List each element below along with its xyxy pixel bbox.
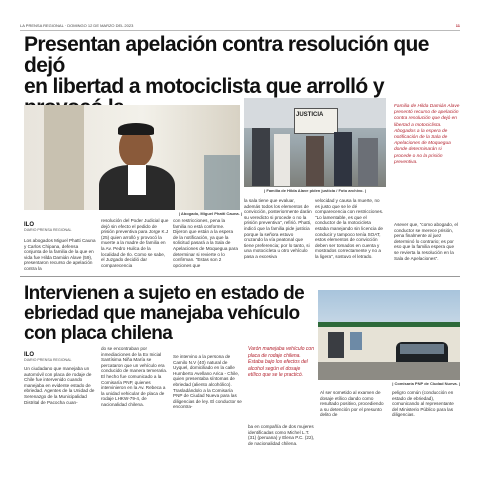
article2-col6 — [392, 390, 460, 418]
byline1-outlet: DIARIO PRENSA REGIONAL — [24, 228, 72, 232]
article2-col1 — [24, 366, 96, 405]
headline2-line2: ebriedad que manejaba vehículo — [24, 303, 300, 324]
header-rule — [20, 30, 460, 31]
article1-col2-text: resolución del Poder Judicial que dejó sin efecto el pedido de prisión preventiva para Jorge K.J (25) quien arrolló y provocó la muerte a la madre de familia en la Av. Pedro Huilca de la localidad de Ilo. Como se sabe, el Juzgado decidió dar comparecencia — [101, 218, 169, 268]
article1-col1 — [24, 238, 96, 272]
article2-byline — [24, 352, 84, 362]
article1-col2 — [101, 218, 169, 268]
article2-col2-text: do se encontraban por inmediaciones de la Ex Inicial Santísima Niña María se percataron que un vehículo era conducido de manera temeraria. El hecho fue comunicado a la Comisaría PNP, quienes intervinieron en la Av. Rebeca a la unidad vehicular de placa de rodaje LHKW-79-4, de nacionalidad chilena. — [101, 346, 168, 407]
article2-col4 — [248, 424, 316, 446]
article1-col4-text: la sala tiene que evaluar, además todos los elementos de convicción, posteriormente darán su veredicto si procede o no la prisión preventiva", refirió. Phatti, indicó que la familia pide justicia porque la señora estuvo cruzando la vía peatonal que tiene preferencia; por lo tanto, si una motocicleta u otro vehículo pasa a excesiva — [244, 198, 312, 259]
byline2-name: ILO — [24, 352, 34, 358]
photo3-caption: | Comisaría PNP de Ciudad Nueva. | — [392, 381, 460, 386]
article1-col5 — [315, 198, 385, 260]
article2-col6-text: peligro común (conducción en estado de ebriedad), comunicando al representante del Ministerio Público para las diligencias. — [392, 390, 454, 418]
article2-quote: Varón manejaba vehículo con placa de rodaje chilena. Estaba bajo los efectos del alcohol según el dosaje etílico que se le practicó. — [248, 346, 314, 379]
article2-headline — [24, 284, 324, 344]
police-station-photo — [318, 290, 460, 380]
lawyer-photo — [24, 105, 240, 210]
byline2-outlet: DIARIO PRENSA REGIONAL — [24, 358, 72, 362]
article1-col6 — [394, 222, 460, 261]
article1-col4 — [244, 198, 312, 260]
article1-byline — [24, 222, 84, 232]
article2-col4-text: ba en compañía de dos mujeres identificadas como Michel L.T. (31) (peruana) y Elena P.C. (22), de nacionalidad chilena. — [248, 424, 315, 446]
article2-col5 — [320, 390, 386, 418]
article-separator — [20, 276, 460, 277]
article2-col3 — [173, 354, 243, 410]
headline1-line1: Presentan apelación contra resolución que dejó — [24, 33, 429, 77]
article1-col1-text: Los abogados Miguel Phatti Cauna y Carlos Chipana, defensa conjunta de la familia de la que en vida fue Hilda Damián Alave (59), presentaron recurso de apelación contra la — [24, 238, 96, 271]
header-left: LA PRENSA REGIONAL · DOMINGO 12 DE MARZO DEL 2023 — [20, 23, 134, 28]
headline1-line2: en libertad a motociclista que arrolló y — [24, 75, 384, 98]
article1-col5-text: velocidad y causa la muerte, no es justo que se le dé comparecencia con restricciones. "Lo lamentable, es que el conductor de la motocicleta estaba manejando sin licencia de conducir y tampoco tenía SOAT, estos elementos de convicción deben ser tomados en cuenta y mostrados correctamente y no a la ligera", sostuvo el letrado. — [315, 198, 384, 259]
article1-col3 — [173, 218, 239, 268]
photo1-caption: | Abogado, Miguel Phatti Cauna. | — [178, 211, 242, 216]
page-number: 11 — [455, 23, 460, 28]
article2-col5-text: Al ser sometido al examen de dosaje etílico dando como resultado positivo, procediendo a su detención por el presunto delito de — [320, 390, 384, 418]
headline2-line1: Intervienen a sujeto en estado de — [24, 283, 305, 304]
photo2-caption: | Familia de Hilda Alave piden justicia / Foto archivo. | — [264, 188, 366, 193]
article2-col2 — [101, 346, 169, 408]
article2-col1-text: Un ciudadano que manejaba un automóvil con placa de rodaje de Chile fue intervenido cuando manejaba en evidente estado de ebriedad. Agentes de la Unidad de Serenazgo de la Municipalidad Distrital de Pacocha cuan- — [24, 366, 95, 405]
family-photo: JUSTICIA — [244, 98, 386, 187]
sidebar-quote: Familia de Hilda Damián Alave presentó recurso de apelación contra resolución que dejó en libertad a motociclista. Abogados a la espera de notificación de la Sala de Apelaciones de Moquegua donde determinarán si procede o no la prisión preventiva. — [394, 104, 460, 165]
headline2-line3: con placa chilena — [24, 323, 173, 344]
article1-col6-text: Asever que, "como abogado, el conductor se merece prisión, pena finalmente al juez determinó lo contrario; es por eso que la familia espera que se revierta la resolución en la Sala de Apelaciones". — [394, 222, 458, 261]
page-header — [20, 23, 460, 28]
article2-col3-text: Se intervino a la persona de Camilo N.V (40) natural de Uyquel, domiciliado en la calle Humberto Avellano Arica - Chile, quien presentaba síntomas de ebriedad (aliento alcohólico). Trasladándolo a la Comisaría PNP de Ciudad Nueva para las diligencias de ley. El conductor se encontra- — [173, 354, 242, 410]
byline1-name: ILO — [24, 222, 34, 228]
article1-col3-text: con restricciones, pena la familia no está conforme. Dijeron que están a la espera de la notificación, ya que la solicitud pasará a la Sala de Apelaciones de Moquegua para determinar si revierte o lo confirman. "Estas son 2 opciones que — [173, 218, 238, 268]
